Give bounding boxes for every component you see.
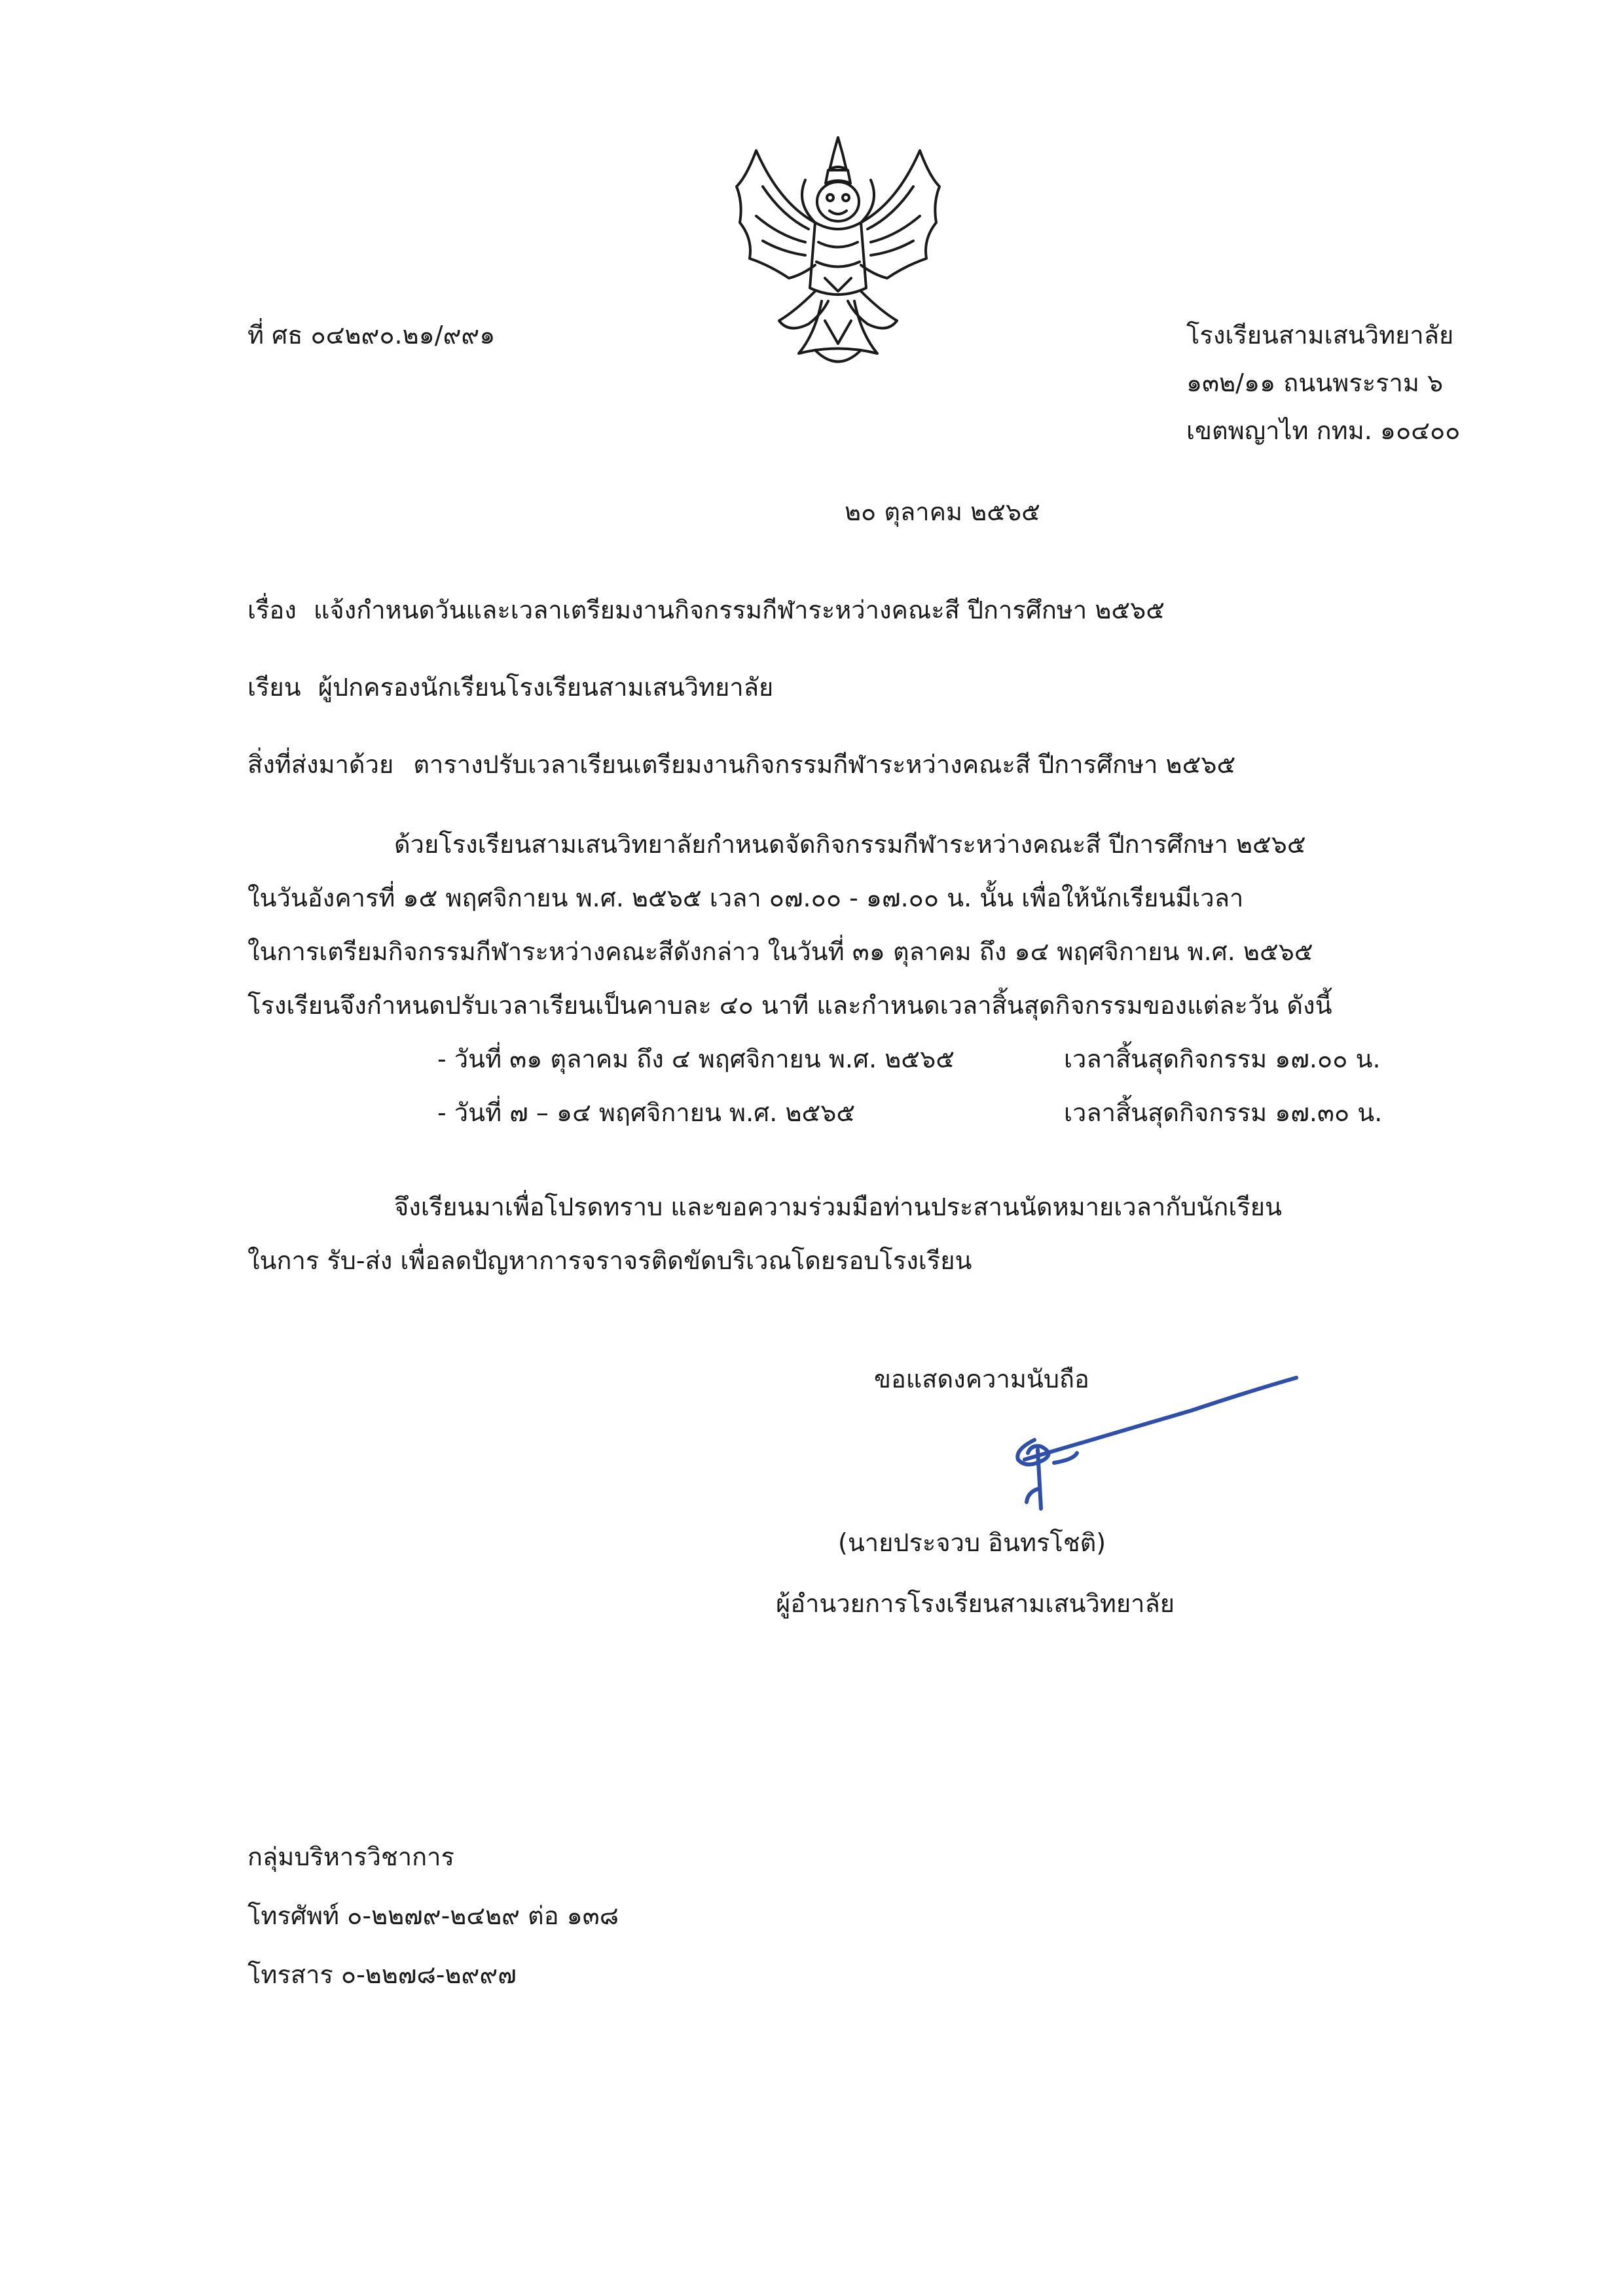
footer-fax: โทรสาร ๐-๒๒๗๘-๒๙๙๗ <box>247 1960 517 1989</box>
schedule-period: - วันที่ ๓๑ ตุลาคม ถึง ๔ พฤศจิกายน พ.ศ. ๒๕๖๕ <box>437 1045 955 1073</box>
schedule-end-time: เวลาสิ้นสุดกิจกรรม ๑๗.๐๐ น. <box>1064 1045 1381 1073</box>
footer-phone: โทรศัพท์ ๐-๒๒๗๙-๒๔๒๙ ต่อ ๑๓๘ <box>247 1901 619 1930</box>
school-name: โรงเรียนสามเสนวิทยาลัย <box>1186 321 1454 350</box>
signer-title: ผู้อำนวยการโรงเรียนสามเสนวิทยาลัย <box>776 1589 1175 1618</box>
body-paragraph-1-line: ในการเตรียมกิจกรรมกีฬาระหว่างคณะสีดังกล่าว ในวันที่ ๓๑ ตุลาคม ถึง ๑๔ พฤศจิกายน พ.ศ. ๒๕๖๕ <box>247 937 1313 966</box>
recipient-text: ผู้ปกครองนักเรียนโรงเรียนสามเสนวิทยาลัย <box>318 673 774 702</box>
body-paragraph-1-line: โรงเรียนจึงกำหนดปรับเวลาเรียนเป็นคาบละ ๔๐ นาที และกำหนดเวลาสิ้นสุดกิจกรรมของแต่ละวัน ดังนี้ <box>247 991 1332 1020</box>
subject-text: แจ้งกำหนดวันและเวลาเตรียมงานกิจกรรมกีฬาระหว่างคณะสี ปีการศึกษา ๒๕๖๕ <box>313 596 1165 624</box>
body-paragraph-2-line: ในการ รับ-ส่ง เพื่อลดปัญหาการจราจรติดขัดบริเวณโดยรอบโรงเรียน <box>247 1246 972 1275</box>
enclosure-line <box>247 750 1235 780</box>
handwritten-signature-icon <box>976 1361 1316 1518</box>
body-paragraph-1-line: ด้วยโรงเรียนสามเสนวิทยาลัยกำหนดจัดกิจกรรมกีฬาระหว่างคณะสี ปีการศึกษา ๒๕๖๕ <box>394 830 1306 859</box>
document-number: ที่ ศธ ๐๔๒๙๐.๒๑/๙๙๑ <box>247 321 496 350</box>
body-paragraph-2-line: จึงเรียนมาเพื่อโปรดทราบ และขอความร่วมมือท่านประสานนัดหมายเวลากับนักเรียน <box>394 1193 1282 1221</box>
school-address-line-2: เขตพญาไท กทม. ๑๐๔๐๐ <box>1186 416 1461 445</box>
letter-date: ๒๐ ตุลาคม ๒๕๖๕ <box>845 497 1040 526</box>
enclosure-text: ตารางปรับเวลาเรียนเตรียมงานกิจกรรมกีฬาระหว่างคณะสี ปีการศึกษา ๒๕๖๕ <box>413 750 1236 779</box>
closing-salutation: ขอแสดงความนับถือ <box>874 1365 1089 1393</box>
subject-label: เรื่อง <box>247 596 297 624</box>
school-address-line-1: ๑๓๒/๑๑ ถนนพระราม ๖ <box>1186 368 1444 397</box>
recipient-label: เรียน <box>247 673 301 702</box>
schedule-period: - วันที่ ๗ – ๑๔ พฤศจิกายน พ.ศ. ๒๕๖๕ <box>437 1098 856 1127</box>
footer-department: กลุ่มบริหารวิชาการ <box>247 1842 454 1871</box>
enclosure-label: สิ่งที่ส่งมาด้วย <box>247 750 394 779</box>
garuda-emblem-icon <box>717 124 959 380</box>
signer-name: (นายประจวบ อินทรโชติ) <box>838 1528 1106 1557</box>
schedule-end-time: เวลาสิ้นสุดกิจกรรม ๑๗.๓๐ น. <box>1064 1098 1383 1127</box>
recipient-line <box>247 673 773 703</box>
subject-line <box>247 596 1165 626</box>
body-paragraph-1-line: ในวันอังคารที่ ๑๕ พฤศจิกายน พ.ศ. ๒๕๖๕ เวลา ๐๗.๐๐ - ๑๗.๐๐ น. นั้น เพื่อให้นักเรียนมีเวลา <box>247 884 1244 912</box>
